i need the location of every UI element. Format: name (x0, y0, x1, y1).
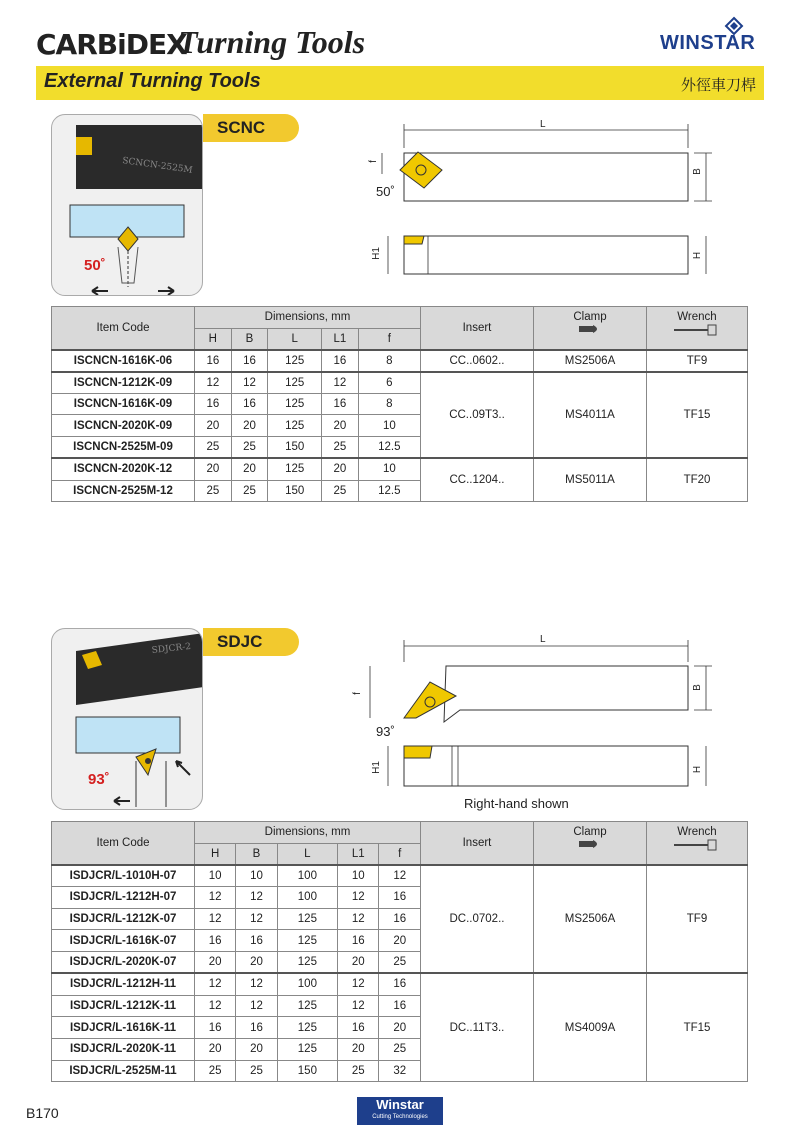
cell-H: 12 (195, 995, 236, 1017)
cell-L: 150 (268, 437, 322, 459)
cell-f: 32 (379, 1060, 421, 1082)
cell-L: 125 (277, 908, 338, 930)
scnc-dim-f: f (367, 160, 379, 163)
item-code: ISCNCN-2525M-12 (52, 480, 195, 502)
footer-logo-main: Winstar (376, 1097, 424, 1112)
scnc-tag: SCNC (203, 114, 299, 142)
scnc-dim-B: B (691, 168, 703, 175)
cell-H: 16 (195, 350, 232, 372)
winstar-logo-text: WINSTAR (660, 32, 756, 54)
sdjc-drawing (360, 632, 720, 797)
wrench-icon (672, 323, 722, 337)
cell-H: 12 (195, 973, 236, 995)
col-B: B (236, 843, 277, 865)
cell-L1: 10 (338, 865, 379, 887)
col-clamp-label: Clamp (573, 311, 607, 323)
cell-L1: 12 (322, 372, 359, 394)
col-item-code: Item Code (52, 307, 195, 350)
cell-L: 125 (268, 415, 322, 437)
cell-B: 20 (236, 952, 277, 974)
cell-B: 25 (231, 480, 268, 502)
cell-f: 16 (379, 995, 421, 1017)
cell-B: 12 (236, 908, 277, 930)
cell-L1: 16 (338, 1017, 379, 1039)
carbidex-logo: CARBiDEX (36, 28, 187, 61)
cell-H: 16 (195, 393, 232, 415)
col-H: H (195, 843, 236, 865)
table-row (52, 350, 748, 372)
cell-H: 16 (195, 1017, 236, 1039)
cell-f: 6 (358, 372, 420, 394)
cell-wrench: TF15 (647, 372, 748, 459)
sdjc-table (51, 821, 748, 1082)
clamp-screw-icon (575, 323, 605, 335)
item-code: ISCNCN-1616K-09 (52, 393, 195, 415)
item-code: ISDJCR/L-1616K-11 (52, 1017, 195, 1039)
cell-insert: DC..11T3.. (421, 973, 534, 1081)
svg-text:SCNCN-2525M: SCNCN-2525M (121, 156, 194, 176)
item-code: ISDJCR/L-2525M-11 (52, 1060, 195, 1082)
cell-B: 25 (231, 437, 268, 459)
footer-logo (357, 1097, 443, 1125)
cell-clamp: MS4011A (534, 372, 647, 459)
scnc-photo-angle: 50˚ (84, 257, 106, 274)
cell-H: 25 (195, 480, 232, 502)
col-clamp-label: Clamp (573, 826, 607, 838)
cell-L: 100 (277, 865, 338, 887)
col-wrench (647, 307, 748, 350)
winstar-logo (660, 16, 764, 58)
item-code: ISDJCR/L-2020K-11 (52, 1038, 195, 1060)
sdjc-dim-angle: 93˚ (376, 724, 395, 739)
cell-clamp: MS2506A (534, 865, 647, 973)
cell-L1: 25 (322, 437, 359, 459)
col-wrench (647, 822, 748, 865)
cell-H: 20 (195, 1038, 236, 1060)
cell-L1: 20 (338, 952, 379, 974)
cell-L1: 25 (322, 480, 359, 502)
cell-L1: 12 (338, 995, 379, 1017)
banner-title: External Turning Tools (44, 70, 261, 92)
cell-clamp: MS2506A (534, 350, 647, 372)
cell-wrench: TF20 (647, 458, 748, 501)
sdjc-dim-H1: H1 (370, 761, 382, 774)
sdjc-tool-illustration (52, 629, 203, 810)
cell-f: 16 (379, 908, 421, 930)
scnc-dim-H: H (692, 251, 704, 260)
col-dimensions: Dimensions, mm (195, 307, 421, 329)
col-insert: Insert (421, 307, 534, 350)
cell-B: 20 (231, 458, 268, 480)
col-L1: L1 (338, 843, 379, 865)
cell-insert: DC..0702.. (421, 865, 534, 973)
cell-clamp: MS5011A (534, 458, 647, 501)
cell-H: 25 (195, 437, 232, 459)
cell-f: 12.5 (358, 480, 420, 502)
scnc-dim-angle: 50˚ (376, 184, 395, 199)
col-f: f (379, 843, 421, 865)
cell-B: 16 (236, 930, 277, 952)
cell-f: 8 (358, 393, 420, 415)
sdjc-dim-B: B (691, 684, 703, 691)
cell-B: 20 (236, 1038, 277, 1060)
cell-f: 16 (379, 887, 421, 909)
col-B: B (231, 328, 268, 350)
cell-H: 12 (195, 887, 236, 909)
cell-H: 12 (195, 908, 236, 930)
cell-L: 100 (277, 887, 338, 909)
col-clamp (534, 822, 647, 865)
cell-wrench: TF9 (647, 350, 748, 372)
col-insert: Insert (421, 822, 534, 865)
table-row (52, 458, 748, 480)
cell-H: 20 (195, 415, 232, 437)
cell-L1: 20 (338, 1038, 379, 1060)
table-row (52, 865, 748, 887)
cell-f: 20 (379, 1017, 421, 1039)
cell-H: 10 (195, 865, 236, 887)
cell-L1: 25 (338, 1060, 379, 1082)
col-L1: L1 (322, 328, 359, 350)
item-code: ISDJCR/L-1212H-07 (52, 887, 195, 909)
scnc-table (51, 306, 748, 502)
clamp-screw-icon (575, 838, 605, 850)
scnc-photo (51, 114, 203, 296)
cell-f: 8 (358, 350, 420, 372)
col-dimensions: Dimensions, mm (195, 822, 421, 844)
item-code: ISCNCN-2525M-09 (52, 437, 195, 459)
cell-B: 10 (236, 865, 277, 887)
cell-L: 125 (268, 458, 322, 480)
col-wrench-label: Wrench (677, 826, 717, 838)
sdjc-dim-L: L (540, 634, 546, 645)
item-code: ISDJCR/L-1616K-07 (52, 930, 195, 952)
col-item-code: Item Code (52, 822, 195, 865)
sdjc-photo (51, 628, 203, 810)
item-code: ISCNCN-1616K-06 (52, 350, 195, 372)
col-H: H (195, 328, 232, 350)
cell-L: 125 (277, 1038, 338, 1060)
cell-L1: 16 (322, 350, 359, 372)
col-L: L (268, 328, 322, 350)
cell-L: 125 (268, 350, 322, 372)
cell-L: 125 (277, 1017, 338, 1039)
cell-L1: 12 (338, 973, 379, 995)
table-row (52, 372, 748, 394)
scnc-dim-L: L (540, 119, 546, 130)
scnc-drawing (360, 118, 720, 288)
cell-B: 12 (236, 995, 277, 1017)
col-wrench-label: Wrench (677, 311, 717, 323)
cell-wrench: TF9 (647, 865, 748, 973)
cell-f: 20 (379, 930, 421, 952)
cell-B: 20 (231, 415, 268, 437)
cell-L: 125 (268, 393, 322, 415)
item-code: ISCNCN-2020K-09 (52, 415, 195, 437)
cell-B: 12 (236, 973, 277, 995)
sdjc-caption: Right-hand shown (464, 796, 569, 811)
cell-f: 16 (379, 973, 421, 995)
cell-B: 25 (236, 1060, 277, 1082)
cell-H: 16 (195, 930, 236, 952)
cell-B: 12 (231, 372, 268, 394)
cell-B: 16 (236, 1017, 277, 1039)
item-code: ISCNCN-2020K-12 (52, 458, 195, 480)
cell-L: 125 (268, 372, 322, 394)
cell-H: 20 (195, 952, 236, 974)
col-f: f (358, 328, 420, 350)
cell-f: 25 (379, 1038, 421, 1060)
cell-H: 20 (195, 458, 232, 480)
cell-H: 25 (195, 1060, 236, 1082)
item-code: ISCNCN-1212K-09 (52, 372, 195, 394)
banner-title-chinese: 外徑車刀桿 (680, 77, 756, 94)
item-code: ISDJCR/L-1010H-07 (52, 865, 195, 887)
cell-L1: 12 (338, 887, 379, 909)
cell-L1: 16 (322, 393, 359, 415)
cell-B: 16 (231, 350, 268, 372)
cell-insert: CC..0602.. (421, 350, 534, 372)
cell-f: 25 (379, 952, 421, 974)
cell-L: 100 (277, 973, 338, 995)
section-banner (36, 66, 764, 100)
wrench-icon (672, 838, 722, 852)
cell-f: 10 (358, 415, 420, 437)
page-title: Turning Tools (178, 24, 366, 60)
item-code: ISDJCR/L-1212K-07 (52, 908, 195, 930)
sdjc-dim-f: f (351, 692, 363, 695)
sdjc-dim-H: H (692, 765, 704, 774)
scnc-dim-H1: H1 (370, 247, 382, 260)
cell-insert: CC..1204.. (421, 458, 534, 501)
svg-text:SDJCR-2: SDJCR-2 (151, 641, 192, 656)
cell-L: 150 (277, 1060, 338, 1082)
cell-B: 16 (231, 393, 268, 415)
page-number: B170 (26, 1105, 59, 1121)
item-code: ISDJCR/L-1212H-11 (52, 973, 195, 995)
item-code: ISDJCR/L-2020K-07 (52, 952, 195, 974)
cell-L1: 20 (322, 458, 359, 480)
cell-wrench: TF15 (647, 973, 748, 1081)
col-clamp (534, 307, 647, 350)
cell-L: 125 (277, 995, 338, 1017)
cell-f: 12.5 (358, 437, 420, 459)
cell-L: 125 (277, 952, 338, 974)
item-code: ISDJCR/L-1212K-11 (52, 995, 195, 1017)
sdjc-tag: SDJC (203, 628, 299, 656)
cell-insert: CC..09T3.. (421, 372, 534, 459)
cell-L: 150 (268, 480, 322, 502)
sdjc-photo-angle: 93˚ (88, 771, 110, 788)
cell-clamp: MS4009A (534, 973, 647, 1081)
cell-L1: 20 (322, 415, 359, 437)
cell-L1: 12 (338, 908, 379, 930)
col-L: L (277, 843, 338, 865)
scnc-tool-illustration (52, 115, 203, 296)
cell-B: 12 (236, 887, 277, 909)
cell-L1: 16 (338, 930, 379, 952)
cell-L: 125 (277, 930, 338, 952)
table-row (52, 973, 748, 995)
cell-H: 12 (195, 372, 232, 394)
cell-f: 12 (379, 865, 421, 887)
cell-f: 10 (358, 458, 420, 480)
footer-logo-sub: Cutting Technologies (372, 1114, 428, 1120)
